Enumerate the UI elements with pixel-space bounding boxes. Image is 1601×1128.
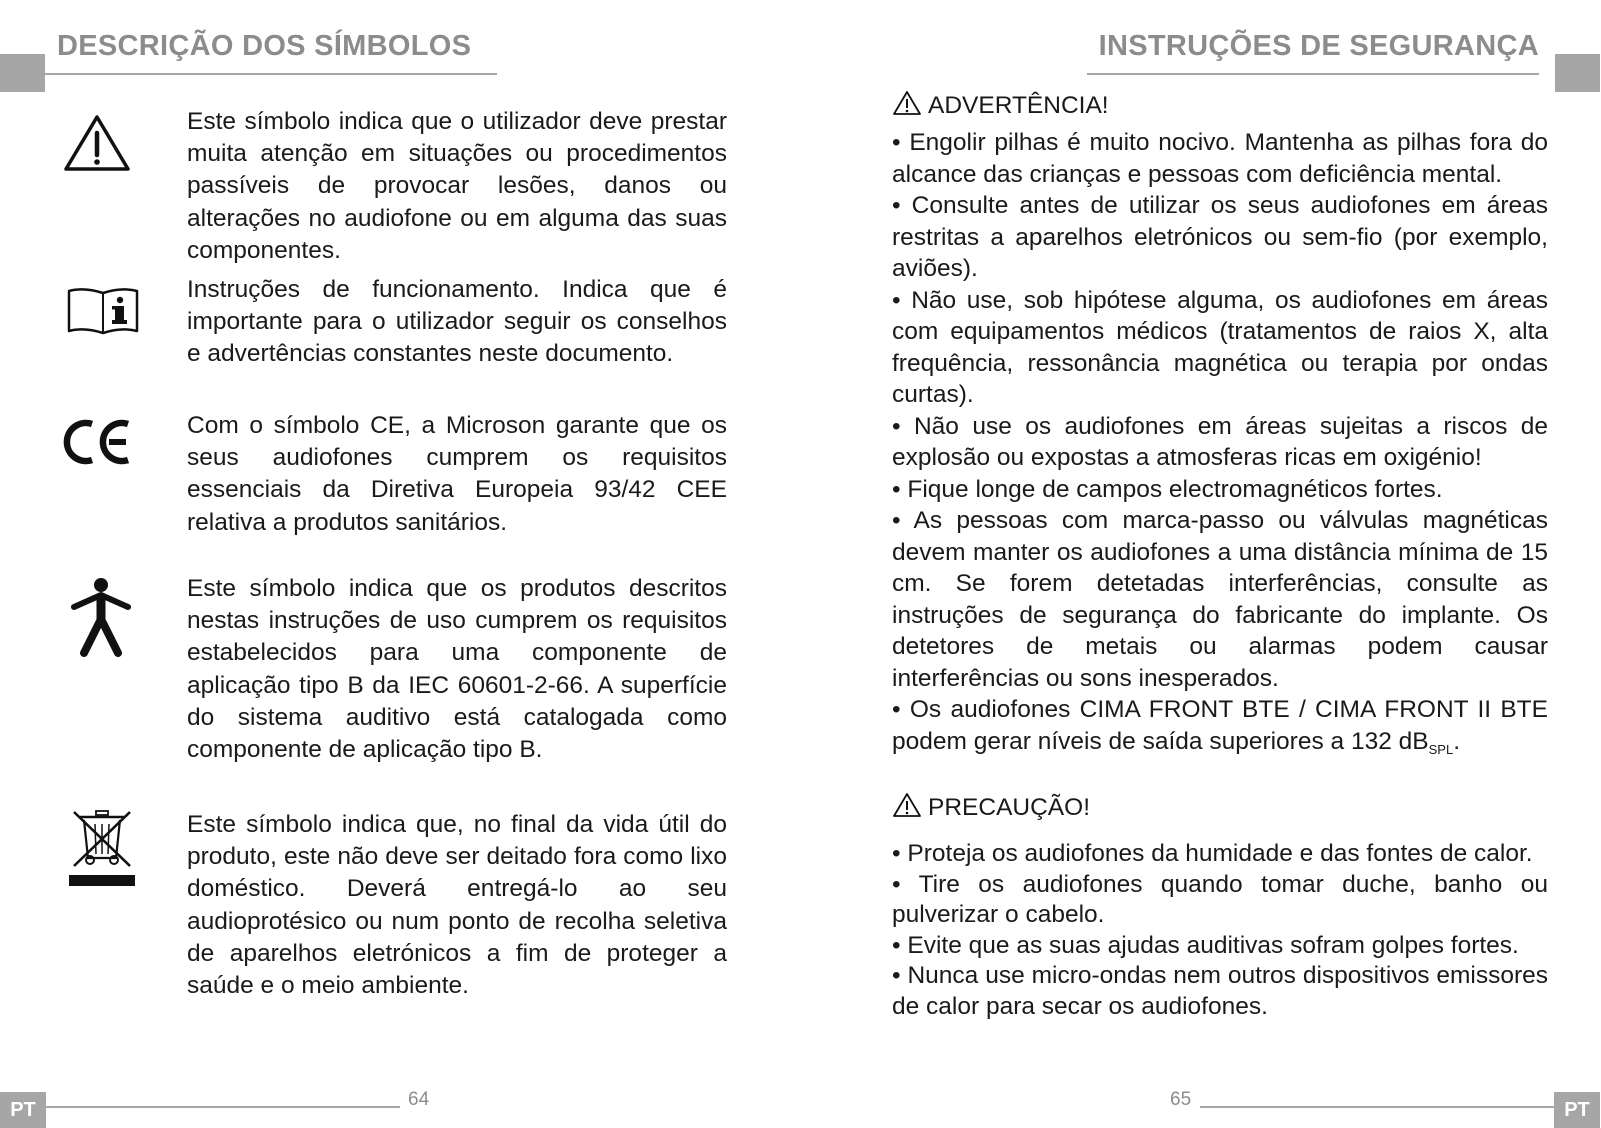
symbol-type-b-description: Este símbolo indica que os produtos descritos nestas instruções de uso cumprem os requisitos estabelecidos para uma componente de aplicação tipo B da IEC 60601-2-66. A superfície do sistema auditivo está catalogada como componente de aplicação tipo B. [187, 575, 727, 764]
language-tab: PT [1554, 1092, 1600, 1128]
symbol-warning-description: Este símbolo indica que o utilizador deve prestar muita atenção em situações ou procedimentos passíveis de provocar lesões, danos ou alterações no audiofone ou em alguma das suas componentes. [187, 108, 727, 264]
output-level-text: • Os audiofones CIMA FRONT BTE / CIMA FRONT II BTE podem gerar níveis de saída superiores a 132 dB [892, 696, 1548, 755]
warning-list [892, 127, 1548, 765]
list-item: • Nunca use micro-ondas nem outros dispositivos emissores de calor para secar os audiofones. [892, 962, 1548, 1020]
type-b-applied-part-icon [70, 577, 132, 657]
right-page-header: INSTRUÇÕES DE SEGURANÇA [1098, 30, 1539, 62]
warning-triangle-icon [892, 792, 922, 818]
header-tab [0, 54, 45, 92]
caution-list [892, 839, 1548, 1022]
list-item: • Consulte antes de utilizar os seus audiofones em áreas restritas a aparelhos eletrónicos ou sem-fio (por exemplo, aviões). [892, 192, 1548, 282]
header-tab [1555, 54, 1600, 92]
weee-crossed-bin-icon [68, 808, 136, 888]
footer-rule [46, 1106, 400, 1108]
list-item [892, 694, 1548, 765]
warning-triangle-icon [892, 90, 922, 116]
caution-heading [892, 792, 1090, 823]
right-page [800, 0, 1600, 1128]
left-page-header: DESCRIÇÃO DOS SÍMBOLOS [57, 30, 472, 62]
list-item: • Não use, sob hipótese alguma, os audiofones em áreas com equipamentos médicos (tratamentos de raios X, alta frequência, ressonância magnética ou terapia por ondas curtas). [892, 286, 1548, 408]
list-item: • Fique longe de campos electromagnéticos fortes. [892, 475, 1443, 503]
list-item: • Evite que as suas ajudas auditivas sofram golpes fortes. [892, 931, 1519, 959]
warning-triangle-icon [62, 113, 132, 173]
sentence-end: . [1453, 727, 1460, 755]
list-item: • As pessoas com marca-passo ou válvulas magnéticas devem manter os audiofones a uma distância mínima de 15 cm. Se forem detetadas interferências, consulte as instruções de segurança do fabricante do implante. Os detetores de metais ou alarmas podem causar interferências ou sons inesperados. [892, 507, 1548, 692]
list-item: • Proteja os audiofones da humidade e das fontes de calor. [892, 840, 1533, 867]
list-item: • Engolir pilhas é muito nocivo. Mantenha as pilhas fora do alcance das crianças e pessoas com deficiência mental. [892, 129, 1548, 188]
spl-subscript: SPL [1428, 741, 1454, 757]
page-number: 65 [1170, 1089, 1192, 1110]
symbol-weee-description: Este símbolo indica que, no final da vida útil do produto, este não deve ser deitado fora como lixo doméstico. Deverá entregá-lo ao seu audioprotésico ou num ponto de recolha seletiva de aparelhos eletrónicos a fim de proteger a saúde e o meio ambiente. [187, 811, 727, 1000]
header-rule [45, 73, 497, 75]
list-item: • Tire os audiofones quando tomar duche, banho ou pulverizar o cabelo. [892, 870, 1548, 928]
ce-mark-icon [62, 418, 134, 466]
list-item: • Não use os audiofones em áreas sujeitas a riscos de explosão ou expostas a atmosferas ricas em oxigénio! [892, 412, 1548, 471]
left-page [0, 0, 800, 1128]
warning-heading-text: ADVERTÊNCIA! [928, 92, 1109, 119]
language-tab: PT [0, 1092, 46, 1128]
caution-heading-text: PRECAUÇÃO! [928, 794, 1091, 821]
warning-heading [892, 90, 1109, 121]
footer-rule [1200, 1106, 1554, 1108]
header-rule [1087, 73, 1539, 75]
page-number: 64 [408, 1089, 430, 1110]
symbol-manual-description: Instruções de funcionamento. Indica que é importante para o utilizador seguir os conselhos e advertências constantes neste documento. [187, 276, 727, 368]
symbol-ce-description: Com o símbolo CE, a Microson garante que os seus audiofones cumprem os requisitos essenciais da Diretiva Europeia 93/42 CEE relativa a produtos sanitários. [187, 412, 727, 536]
instruction-manual-icon [66, 285, 140, 335]
